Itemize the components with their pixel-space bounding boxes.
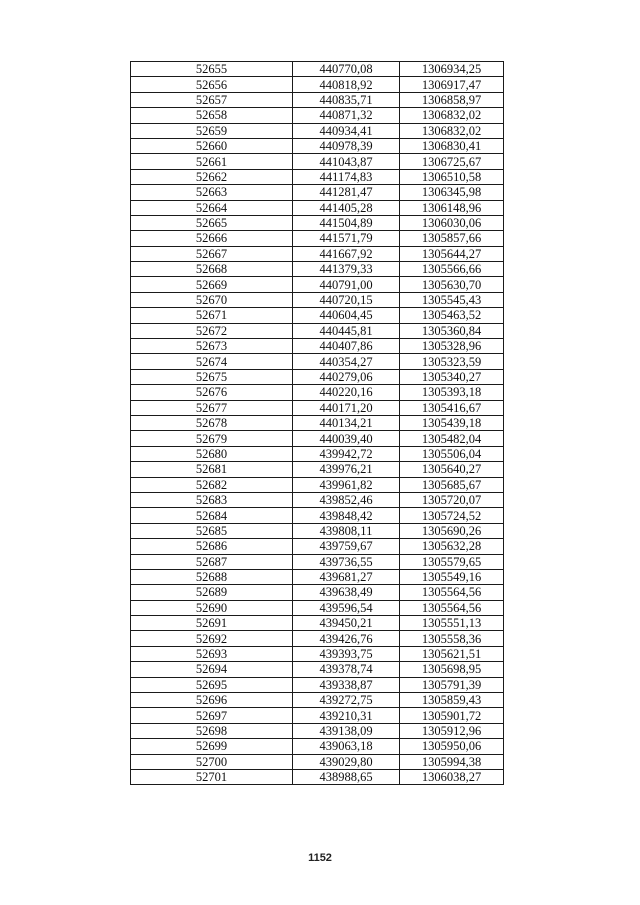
point-number-cell: 52692 xyxy=(131,631,293,646)
y-coordinate-cell: 1306038,27 xyxy=(400,769,504,784)
y-coordinate-cell: 1306148,96 xyxy=(400,200,504,215)
point-number-cell: 52679 xyxy=(131,431,293,446)
table-row xyxy=(131,415,504,430)
table-row xyxy=(131,585,504,600)
table-row xyxy=(131,400,504,415)
point-number-cell: 52694 xyxy=(131,662,293,677)
y-coordinate-cell: 1305698,95 xyxy=(400,662,504,677)
y-coordinate-cell: 1305323,59 xyxy=(400,354,504,369)
y-coordinate-cell: 1305416,67 xyxy=(400,400,504,415)
x-coordinate-cell: 441379,33 xyxy=(293,262,400,277)
table-row xyxy=(131,169,504,184)
table-row xyxy=(131,77,504,92)
y-coordinate-cell: 1305558,36 xyxy=(400,631,504,646)
y-coordinate-cell: 1305545,43 xyxy=(400,292,504,307)
x-coordinate-cell: 439426,76 xyxy=(293,631,400,646)
y-coordinate-cell: 1305644,27 xyxy=(400,246,504,261)
point-number-cell: 52691 xyxy=(131,616,293,631)
point-number-cell: 52680 xyxy=(131,446,293,461)
y-coordinate-cell: 1305393,18 xyxy=(400,385,504,400)
y-coordinate-cell: 1306917,47 xyxy=(400,77,504,92)
x-coordinate-cell: 439681,27 xyxy=(293,569,400,584)
point-number-cell: 52699 xyxy=(131,739,293,754)
table-row xyxy=(131,185,504,200)
y-coordinate-cell: 1305640,27 xyxy=(400,462,504,477)
point-number-cell: 52662 xyxy=(131,169,293,184)
point-number-cell: 52658 xyxy=(131,108,293,123)
table-row xyxy=(131,138,504,153)
y-coordinate-cell: 1305685,67 xyxy=(400,477,504,492)
point-number-cell: 52657 xyxy=(131,92,293,107)
y-coordinate-cell: 1305566,66 xyxy=(400,262,504,277)
table-row xyxy=(131,277,504,292)
x-coordinate-cell: 441174,83 xyxy=(293,169,400,184)
x-coordinate-cell: 440039,40 xyxy=(293,431,400,446)
point-number-cell: 52661 xyxy=(131,154,293,169)
y-coordinate-cell: 1306030,06 xyxy=(400,215,504,230)
table-row xyxy=(131,739,504,754)
table-row xyxy=(131,354,504,369)
x-coordinate-cell: 440835,71 xyxy=(293,92,400,107)
x-coordinate-cell: 440770,08 xyxy=(293,62,400,77)
y-coordinate-cell: 1305463,52 xyxy=(400,308,504,323)
x-coordinate-cell: 440445,81 xyxy=(293,323,400,338)
y-coordinate-cell: 1305901,72 xyxy=(400,708,504,723)
table-row xyxy=(131,492,504,507)
point-number-cell: 52676 xyxy=(131,385,293,400)
y-coordinate-cell: 1306832,02 xyxy=(400,123,504,138)
table-row xyxy=(131,154,504,169)
y-coordinate-cell: 1305579,65 xyxy=(400,554,504,569)
table-row xyxy=(131,569,504,584)
table-row xyxy=(131,92,504,107)
y-coordinate-cell: 1305328,96 xyxy=(400,339,504,354)
table-row xyxy=(131,539,504,554)
point-number-cell: 52659 xyxy=(131,123,293,138)
x-coordinate-cell: 441504,89 xyxy=(293,215,400,230)
point-number-cell: 52697 xyxy=(131,708,293,723)
point-number-cell: 52678 xyxy=(131,415,293,430)
point-number-cell: 52656 xyxy=(131,77,293,92)
y-coordinate-cell: 1305690,26 xyxy=(400,523,504,538)
x-coordinate-cell: 440279,06 xyxy=(293,369,400,384)
x-coordinate-cell: 440134,21 xyxy=(293,415,400,430)
y-coordinate-cell: 1306858,97 xyxy=(400,92,504,107)
y-coordinate-cell: 1305724,52 xyxy=(400,508,504,523)
table-row xyxy=(131,754,504,769)
y-coordinate-cell: 1306345,98 xyxy=(400,185,504,200)
table-row xyxy=(131,693,504,708)
x-coordinate-cell: 439808,11 xyxy=(293,523,400,538)
x-coordinate-cell: 440818,92 xyxy=(293,77,400,92)
x-coordinate-cell: 440978,39 xyxy=(293,138,400,153)
table-row xyxy=(131,477,504,492)
x-coordinate-cell: 440407,86 xyxy=(293,339,400,354)
table-row xyxy=(131,385,504,400)
table-row xyxy=(131,200,504,215)
y-coordinate-cell: 1305994,38 xyxy=(400,754,504,769)
point-number-cell: 52683 xyxy=(131,492,293,507)
table-row xyxy=(131,323,504,338)
point-number-cell: 52666 xyxy=(131,231,293,246)
coordinates-table xyxy=(130,61,504,785)
table-row xyxy=(131,723,504,738)
point-number-cell: 52675 xyxy=(131,369,293,384)
y-coordinate-cell: 1306934,25 xyxy=(400,62,504,77)
point-number-cell: 52660 xyxy=(131,138,293,153)
table-row xyxy=(131,246,504,261)
point-number-cell: 52688 xyxy=(131,569,293,584)
point-number-cell: 52677 xyxy=(131,400,293,415)
table-row xyxy=(131,662,504,677)
y-coordinate-cell: 1305912,96 xyxy=(400,723,504,738)
table-row xyxy=(131,215,504,230)
table-row xyxy=(131,292,504,307)
x-coordinate-cell: 439029,80 xyxy=(293,754,400,769)
y-coordinate-cell: 1306832,02 xyxy=(400,108,504,123)
table-row xyxy=(131,708,504,723)
x-coordinate-cell: 439338,87 xyxy=(293,677,400,692)
coordinates-table-body xyxy=(131,62,504,785)
point-number-cell: 52671 xyxy=(131,308,293,323)
point-number-cell: 52682 xyxy=(131,477,293,492)
x-coordinate-cell: 439638,49 xyxy=(293,585,400,600)
point-number-cell: 52667 xyxy=(131,246,293,261)
y-coordinate-cell: 1305857,66 xyxy=(400,231,504,246)
point-number-cell: 52685 xyxy=(131,523,293,538)
point-number-cell: 52689 xyxy=(131,585,293,600)
point-number-cell: 52700 xyxy=(131,754,293,769)
x-coordinate-cell: 439393,75 xyxy=(293,646,400,661)
x-coordinate-cell: 440171,20 xyxy=(293,400,400,415)
y-coordinate-cell: 1305439,18 xyxy=(400,415,504,430)
x-coordinate-cell: 439736,55 xyxy=(293,554,400,569)
table-row xyxy=(131,631,504,646)
point-number-cell: 52690 xyxy=(131,600,293,615)
table-row xyxy=(131,108,504,123)
point-number-cell: 52663 xyxy=(131,185,293,200)
x-coordinate-cell: 440791,00 xyxy=(293,277,400,292)
y-coordinate-cell: 1305791,39 xyxy=(400,677,504,692)
table-row xyxy=(131,369,504,384)
x-coordinate-cell: 440220,16 xyxy=(293,385,400,400)
table-row xyxy=(131,446,504,461)
y-coordinate-cell: 1306725,67 xyxy=(400,154,504,169)
y-coordinate-cell: 1305564,56 xyxy=(400,600,504,615)
point-number-cell: 52686 xyxy=(131,539,293,554)
x-coordinate-cell: 439759,67 xyxy=(293,539,400,554)
y-coordinate-cell: 1305564,56 xyxy=(400,585,504,600)
x-coordinate-cell: 439848,42 xyxy=(293,508,400,523)
point-number-cell: 52669 xyxy=(131,277,293,292)
point-number-cell: 52695 xyxy=(131,677,293,692)
x-coordinate-cell: 440354,27 xyxy=(293,354,400,369)
table-row xyxy=(131,677,504,692)
x-coordinate-cell: 439450,21 xyxy=(293,616,400,631)
point-number-cell: 52687 xyxy=(131,554,293,569)
point-number-cell: 52665 xyxy=(131,215,293,230)
table-row xyxy=(131,231,504,246)
y-coordinate-cell: 1305859,43 xyxy=(400,693,504,708)
y-coordinate-cell: 1305482,04 xyxy=(400,431,504,446)
page-number: 1152 xyxy=(308,852,332,864)
x-coordinate-cell: 439961,82 xyxy=(293,477,400,492)
x-coordinate-cell: 441405,28 xyxy=(293,200,400,215)
table-row xyxy=(131,616,504,631)
y-coordinate-cell: 1305360,84 xyxy=(400,323,504,338)
point-number-cell: 52672 xyxy=(131,323,293,338)
x-coordinate-cell: 441281,47 xyxy=(293,185,400,200)
x-coordinate-cell: 439596,54 xyxy=(293,600,400,615)
point-number-cell: 52655 xyxy=(131,62,293,77)
y-coordinate-cell: 1305551,13 xyxy=(400,616,504,631)
point-number-cell: 52693 xyxy=(131,646,293,661)
table-row xyxy=(131,123,504,138)
x-coordinate-cell: 439852,46 xyxy=(293,492,400,507)
point-number-cell: 52674 xyxy=(131,354,293,369)
y-coordinate-cell: 1306510,58 xyxy=(400,169,504,184)
table-row xyxy=(131,769,504,784)
y-coordinate-cell: 1305950,06 xyxy=(400,739,504,754)
y-coordinate-cell: 1305720,07 xyxy=(400,492,504,507)
table-row xyxy=(131,523,504,538)
x-coordinate-cell: 441043,87 xyxy=(293,154,400,169)
table-row xyxy=(131,262,504,277)
table-row xyxy=(131,308,504,323)
point-number-cell: 52668 xyxy=(131,262,293,277)
x-coordinate-cell: 439942,72 xyxy=(293,446,400,461)
table-row xyxy=(131,62,504,77)
y-coordinate-cell: 1305632,28 xyxy=(400,539,504,554)
x-coordinate-cell: 440871,32 xyxy=(293,108,400,123)
point-number-cell: 52681 xyxy=(131,462,293,477)
table-row xyxy=(131,508,504,523)
point-number-cell: 52698 xyxy=(131,723,293,738)
table-row xyxy=(131,646,504,661)
table-row xyxy=(131,462,504,477)
x-coordinate-cell: 439976,21 xyxy=(293,462,400,477)
point-number-cell: 52684 xyxy=(131,508,293,523)
y-coordinate-cell: 1305621,51 xyxy=(400,646,504,661)
point-number-cell: 52664 xyxy=(131,200,293,215)
x-coordinate-cell: 440604,45 xyxy=(293,308,400,323)
x-coordinate-cell: 439378,74 xyxy=(293,662,400,677)
y-coordinate-cell: 1306830,41 xyxy=(400,138,504,153)
x-coordinate-cell: 439063,18 xyxy=(293,739,400,754)
x-coordinate-cell: 438988,65 xyxy=(293,769,400,784)
y-coordinate-cell: 1305630,70 xyxy=(400,277,504,292)
x-coordinate-cell: 439138,09 xyxy=(293,723,400,738)
x-coordinate-cell: 439210,31 xyxy=(293,708,400,723)
y-coordinate-cell: 1305506,04 xyxy=(400,446,504,461)
x-coordinate-cell: 440934,41 xyxy=(293,123,400,138)
table-row xyxy=(131,554,504,569)
point-number-cell: 52696 xyxy=(131,693,293,708)
point-number-cell: 52701 xyxy=(131,769,293,784)
x-coordinate-cell: 441571,79 xyxy=(293,231,400,246)
x-coordinate-cell: 441667,92 xyxy=(293,246,400,261)
y-coordinate-cell: 1305340,27 xyxy=(400,369,504,384)
table-row xyxy=(131,339,504,354)
point-number-cell: 52670 xyxy=(131,292,293,307)
table-row xyxy=(131,431,504,446)
x-coordinate-cell: 440720,15 xyxy=(293,292,400,307)
y-coordinate-cell: 1305549,16 xyxy=(400,569,504,584)
x-coordinate-cell: 439272,75 xyxy=(293,693,400,708)
point-number-cell: 52673 xyxy=(131,339,293,354)
table-row xyxy=(131,600,504,615)
